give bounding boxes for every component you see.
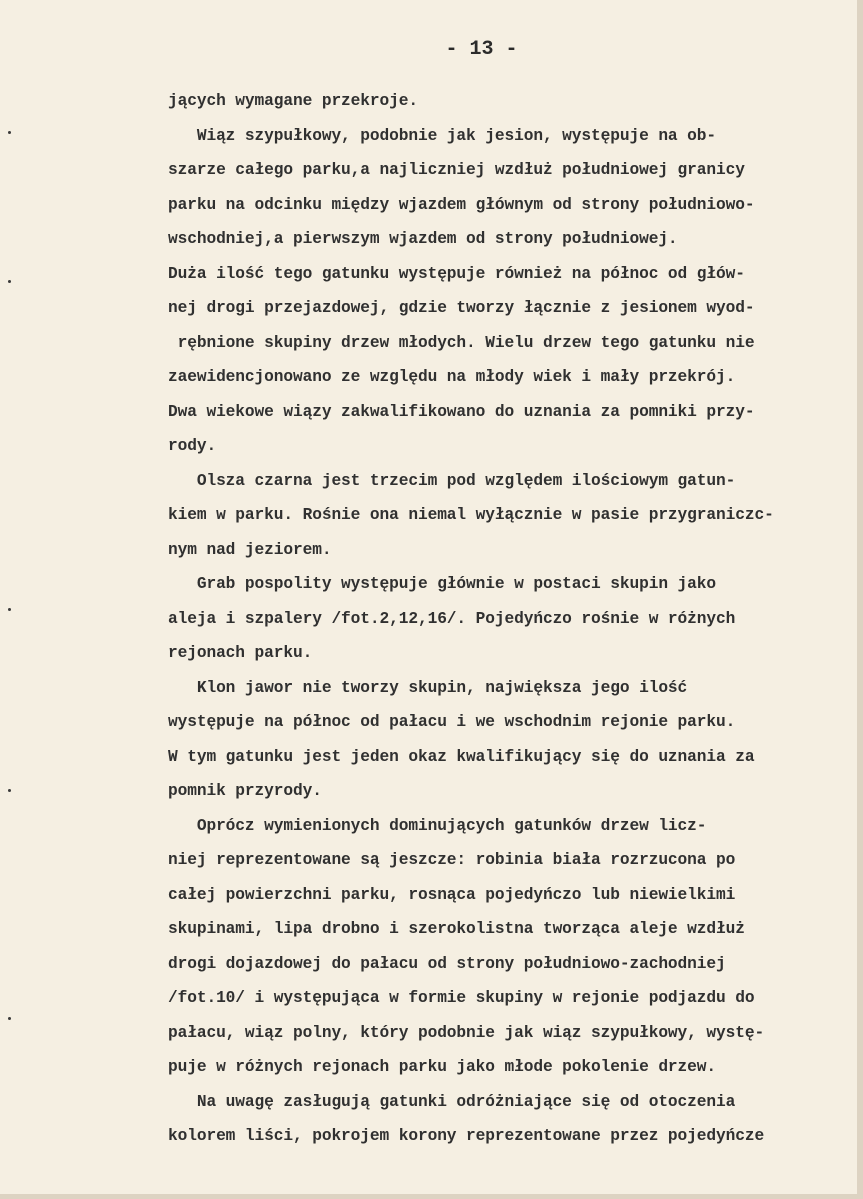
text-line: pałacu, wiąz polny, który podobnie jak wiąz szypułkowy, wystę-	[168, 1023, 765, 1042]
margin-dot	[8, 608, 11, 611]
margin-dot	[8, 1017, 11, 1020]
text-line: parku na odcinku między wjazdem głównym od strony południowo-	[168, 195, 755, 214]
text-line: wschodniej,a pierwszym wjazdem od strony południowej.	[168, 230, 678, 248]
text-line: rody.	[168, 437, 217, 455]
text-line: Klon jawor nie tworzy skupin, największa jego ilość	[168, 678, 688, 697]
margin-dot	[8, 131, 11, 134]
text-line: pomnik przyrody.	[168, 782, 322, 800]
text-line: Na uwagę zasługują gatunki odróżniające się od otoczenia	[168, 1092, 736, 1111]
page-edge-bottom	[0, 1194, 863, 1199]
text-line: rębnione skupiny drzew młodych. Wielu drzew tego gatunku nie	[168, 333, 755, 352]
text-line: nej drogi przejazdowej, gdzie tworzy łącznie z jesionem wyod-	[168, 299, 755, 317]
margin-dot	[8, 280, 11, 283]
text-line: Oprócz wymienionych dominujących gatunków drzew licz-	[168, 816, 707, 835]
text-line: szarze całego parku,a najliczniej wzdłuż południowej granicy	[168, 161, 745, 179]
text-line: puje w różnych rejonach parku jako młode pokolenie drzew.	[168, 1058, 717, 1076]
typed-text-body	[168, 84, 858, 1154]
text-line: rejonach parku.	[168, 644, 313, 662]
text-line: W tym gatunku jest jeden okaz kwalifikujący się do uznania za	[168, 747, 755, 766]
text-line: występuje na północ od pałacu i we wschodnim rejonie parku.	[168, 713, 736, 731]
text-line: nym nad jeziorem.	[168, 540, 332, 559]
text-line: Grab pospolity występuje głównie w postaci skupin jako	[168, 575, 717, 593]
text-line: Wiąz szypułkowy, podobnie jak jesion, występuje na ob-	[168, 126, 717, 145]
text-line: całej powierzchni parku, rosnąca pojedyńczo lub niewielkimi	[168, 885, 736, 904]
text-line: drogi dojazdowej do pałacu od strony południowo-zachodniej	[168, 954, 726, 973]
text-line: Dwa wiekowe wiązy zakwalifikowano do uznania za pomniki przy-	[168, 402, 755, 421]
text-line: kolorem liści, pokrojem korony reprezentowane przez pojedyńcze	[168, 1127, 765, 1145]
text-line: /fot.10/ i występująca w formie skupiny w rejonie podjazdu do	[168, 989, 755, 1007]
text-line: Duża ilość tego gatunku występuje również na północ od głów-	[168, 264, 745, 283]
text-line: Olsza czarna jest trzecim pod względem ilościowym gatun-	[168, 471, 736, 490]
text-line: zaewidencjonowano ze względu na młody wiek i mały przekrój.	[168, 368, 736, 386]
text-line: kiem w parku. Rośnie ona niemal wyłącznie w pasie przygraniczc-	[168, 506, 774, 524]
text-line: niej reprezentowane są jeszcze: robinia biała rozrzucona po	[168, 851, 736, 869]
text-line: jących wymagane przekroje.	[168, 92, 418, 110]
margin-dot	[8, 789, 11, 792]
text-line: aleja i szpalery /fot.2,12,16/. Pojedyńczo rośnie w różnych	[168, 609, 736, 628]
page-number: - 13 -	[445, 38, 518, 61]
text-line: skupinami, lipa drobno i szerokolistna tworząca aleje wzdłuż	[168, 920, 745, 938]
